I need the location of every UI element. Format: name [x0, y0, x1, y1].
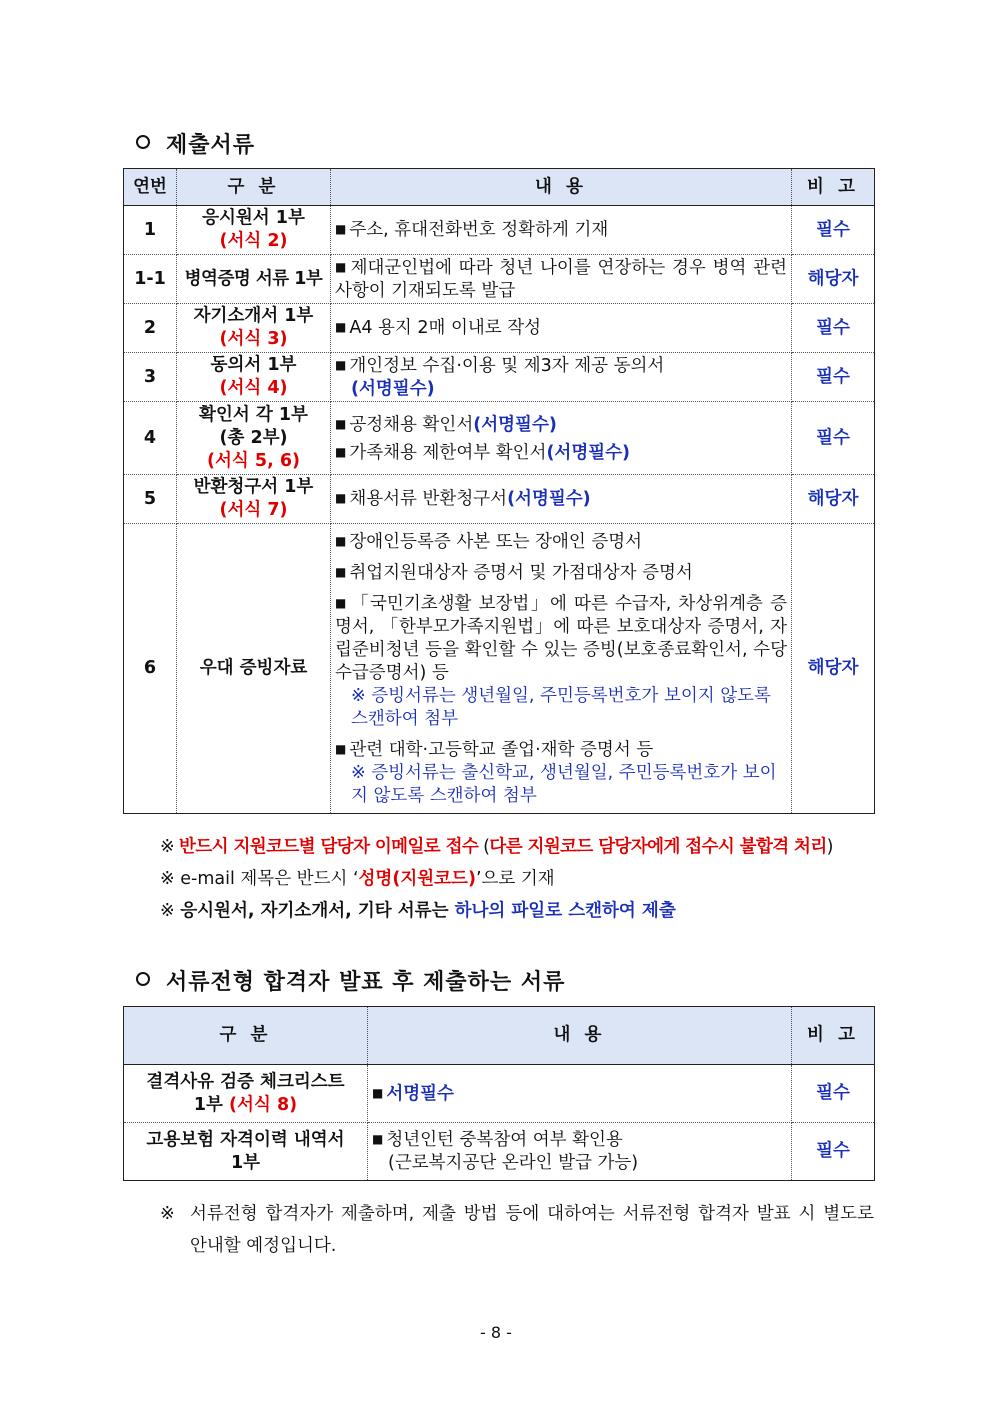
- note-mark: ※: [160, 869, 175, 889]
- row-no: 6: [124, 524, 177, 814]
- row-content: [331, 304, 792, 353]
- content-text: 취업지원대상자 증명서 및 가점대상자 증명서: [349, 562, 693, 583]
- square-bullet-icon: ■: [335, 533, 347, 548]
- content-text: 장애인등록증 사본 또는 장애인 증명서: [349, 531, 643, 552]
- header-category: 구 분: [177, 169, 331, 206]
- row-remark: 해당자: [792, 524, 875, 814]
- row-remark: 필수: [792, 1123, 875, 1181]
- note-line: [160, 895, 833, 927]
- note-mark: ※: [160, 1204, 175, 1224]
- content-item: [335, 256, 787, 303]
- row-doc: [177, 475, 331, 524]
- content-item-text: [335, 592, 787, 685]
- doc-name: 결격사유 검증 체크리스트: [146, 1071, 345, 1092]
- doc-name: 고용보험 자격이력 내역서: [146, 1129, 345, 1150]
- page-number: - 8 -: [480, 1323, 512, 1342]
- square-bullet-icon: ■: [335, 741, 347, 756]
- table-row: [124, 524, 875, 814]
- row-content: [331, 255, 792, 304]
- content-text-2: (근로복지공단 온라인 발급 가능): [388, 1153, 639, 1173]
- row-content: [331, 402, 792, 475]
- row-no: 4: [124, 402, 177, 475]
- note-text: 하나의 파일로 스캔하여 제출: [454, 901, 676, 921]
- row-doc: [124, 1065, 368, 1123]
- table-row: [124, 353, 875, 402]
- row-no: 1: [124, 206, 177, 255]
- row-doc: [177, 402, 331, 475]
- note-text: 반드시 지원코드별 담당자 이메일로 접수: [179, 837, 479, 857]
- row-content: [331, 475, 792, 524]
- form-ref: (서식 4): [219, 378, 288, 398]
- row-doc: [177, 304, 331, 353]
- square-bullet-icon: ■: [335, 320, 347, 334]
- row-content: [368, 1065, 792, 1123]
- header-remark: 비 고: [792, 1007, 875, 1065]
- row-doc: [124, 1123, 368, 1181]
- note-text: 다른 지원코드 담당자에게 접수시 불합격 처리: [489, 837, 827, 857]
- row-doc: 우대 증빙자료: [177, 524, 331, 814]
- sign-required: (서명필수): [473, 415, 557, 435]
- note-mark: ※: [160, 837, 175, 857]
- table-row: [124, 304, 875, 353]
- content-item: [335, 561, 787, 585]
- square-bullet-icon: ■: [335, 259, 348, 274]
- doc-name: 반환청구서 1부: [193, 477, 314, 497]
- row-doc: [177, 206, 331, 255]
- content-text: 채용서류 반환청구서: [349, 489, 508, 509]
- sign-required: (서명필수): [351, 378, 435, 399]
- table-row: [124, 206, 875, 255]
- row-content: [331, 206, 792, 255]
- table-row: [124, 475, 875, 524]
- doc-count: 1부: [230, 1152, 261, 1173]
- content-text: 제대군인법에 따라 청년 나이를 연장하는 경우 병역 관련 사항이 기재되도록 발급: [335, 257, 787, 301]
- scan-note: ※ 증빙서류는 생년월일, 주민등록번호가 보이지 않도록 스캔하여 첨부: [351, 685, 771, 729]
- square-bullet-icon: ■: [372, 1132, 384, 1146]
- sign-required: (서명필수): [507, 489, 591, 509]
- note-text: 응시원서, 자기소개서, 기타 서류는: [180, 901, 455, 921]
- row-remark: 해당자: [792, 475, 875, 524]
- circle-bullet-icon: [136, 135, 150, 149]
- section1-title: [136, 128, 255, 159]
- doc-count: 1부: [193, 1094, 223, 1115]
- note-line: [160, 863, 833, 895]
- submission-documents-table: [123, 168, 875, 814]
- section2-title: [136, 965, 565, 996]
- section1-title-text: 제출서류: [166, 132, 256, 158]
- header-category: 구 분: [124, 1007, 368, 1065]
- note-line: [160, 831, 833, 863]
- note-text: e-mail 제목은 반드시 ‘: [180, 869, 359, 889]
- row-no: 2: [124, 304, 177, 353]
- sign-required: 서명필수: [386, 1083, 454, 1104]
- header-content: 내 용: [331, 169, 792, 206]
- content-text: 관련 대학·고등학교 졸업·재학 증명서 등: [349, 739, 654, 760]
- notes-section2: [160, 1198, 874, 1262]
- form-ref: (서식 3): [219, 329, 288, 349]
- doc-name: 확인서 각 1부: [199, 404, 308, 425]
- sign-required: (서명필수): [546, 443, 631, 463]
- content-text: A4 용지 2매 이내로 작성: [349, 318, 542, 338]
- row-content: [331, 524, 792, 814]
- form-ref: (서식 7): [219, 500, 288, 520]
- table-header-row: [124, 169, 875, 206]
- scan-note: ※ 증빙서류는 출신학교, 생년월일, 주민등록번호가 보이지 않도록 스캔하여 첨부: [351, 762, 777, 806]
- square-bullet-icon: ■: [335, 417, 347, 431]
- note-text: (: [483, 837, 490, 857]
- table-row: [124, 402, 875, 475]
- header-remark: 비 고: [792, 169, 875, 206]
- square-bullet-icon: ■: [335, 491, 347, 505]
- post-pass-documents-table: [123, 1006, 875, 1181]
- row-remark: 해당자: [792, 255, 875, 304]
- row-no: 3: [124, 353, 177, 402]
- note-text: 성명(지원코드): [358, 869, 476, 889]
- square-bullet-icon: ■: [335, 445, 347, 459]
- table-row: [124, 255, 875, 304]
- square-bullet-icon: ■: [335, 222, 347, 236]
- content-item: [335, 410, 787, 438]
- square-bullet-icon: ■: [335, 564, 347, 579]
- row-content: [331, 353, 792, 402]
- table-header-row: [124, 1007, 875, 1065]
- note-text: 서류전형 합격자가 제출하며, 제출 방법 등에 대하여는 서류전형 합격자 발표 시 별도로 안내할 예정입니다.: [190, 1204, 874, 1256]
- row-remark: 필수: [792, 304, 875, 353]
- square-bullet-icon: ■: [372, 1085, 384, 1100]
- square-bullet-icon: ■: [335, 595, 348, 610]
- doc-name: 응시원서 1부: [202, 208, 305, 228]
- content-text: 「국민기초생활 보장법」에 따른 수급자, 차상위계층 증명서, 「한부모가족지원법」에 따른 보호대상자 증명서, 자립준비청년 등을 확인할 수 있는 증빙(보호종료확인서, 수당 수급증명서) 등: [335, 593, 787, 683]
- row-remark: 필수: [792, 1065, 875, 1123]
- note-mark: ※: [160, 901, 175, 921]
- doc-name: 자기소개서 1부: [193, 306, 314, 326]
- row-no: 1-1: [124, 255, 177, 304]
- content-text: 개인정보 수집·이용 및 제3자 제공 동의서: [349, 355, 665, 376]
- note-text: ’으로 기재: [475, 869, 555, 889]
- row-doc: [177, 353, 331, 402]
- table-row: [124, 1123, 875, 1181]
- header-content: 내 용: [368, 1007, 792, 1065]
- row-remark: 필수: [792, 206, 875, 255]
- table-row: [124, 1065, 875, 1123]
- form-ref: (서식 2): [219, 231, 288, 251]
- row-remark: 필수: [792, 353, 875, 402]
- row-doc: 병역증명 서류 1부: [177, 255, 331, 304]
- row-content: [368, 1123, 792, 1181]
- content-text: 청년인턴 중복참여 여부 확인용: [386, 1130, 623, 1150]
- content-item: [335, 530, 787, 554]
- circle-bullet-icon: [136, 972, 150, 986]
- content-text: 주소, 휴대전화번호 정확하게 기재: [349, 220, 609, 240]
- content-item: [335, 438, 787, 466]
- section2-title-text: 서류전형 합격자 발표 후 제출하는 서류: [166, 969, 566, 995]
- notes-section1: [160, 831, 833, 927]
- note-text: ): [826, 837, 833, 857]
- content-item: [335, 592, 787, 731]
- content-text: 가족채용 제한여부 확인서: [349, 443, 547, 463]
- content-item: [335, 738, 787, 808]
- form-ref: (서식 5, 6): [207, 450, 300, 471]
- content-text: 공정채용 확인서: [349, 415, 474, 435]
- row-remark: 필수: [792, 402, 875, 475]
- doc-name-2: (총 2부): [219, 427, 288, 448]
- row-no: 5: [124, 475, 177, 524]
- doc-name: 동의서 1부: [210, 355, 297, 375]
- square-bullet-icon: ■: [335, 357, 347, 372]
- header-no: 연번: [124, 169, 177, 206]
- form-ref: (서식 8): [229, 1094, 298, 1115]
